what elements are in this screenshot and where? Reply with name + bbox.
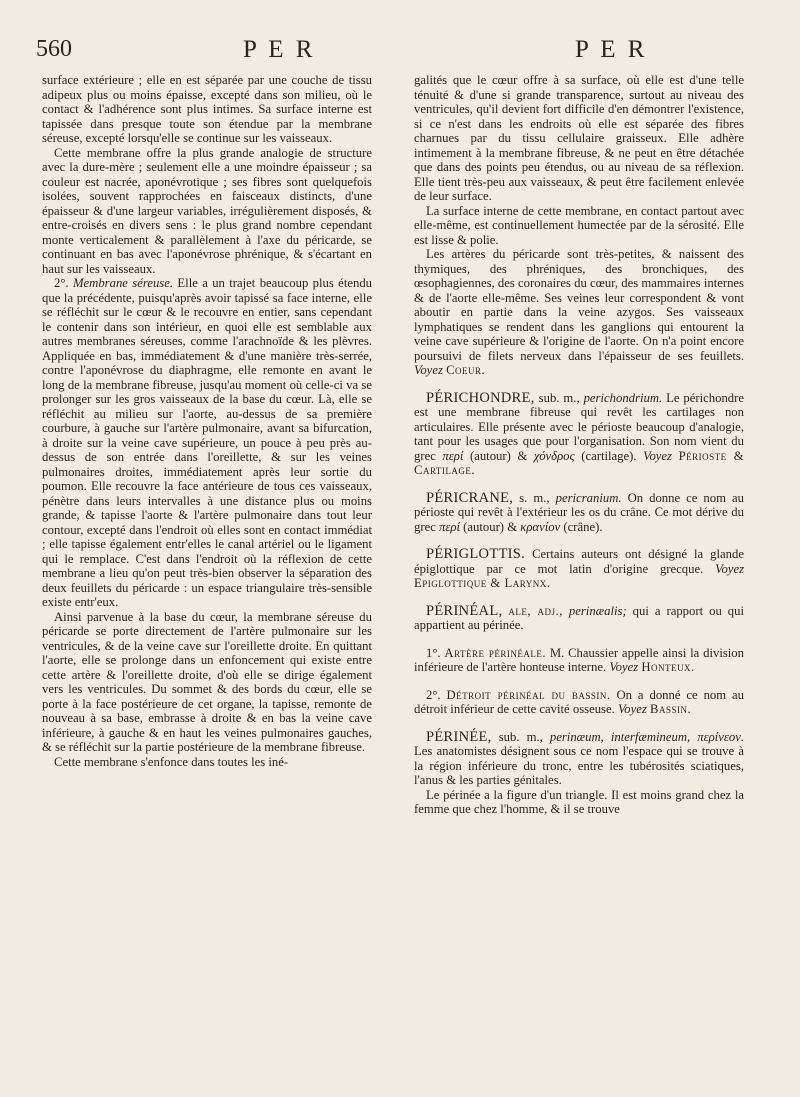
sub-entry bbox=[414, 688, 744, 717]
sub-entry-heading: Détroit périnéal du bassin. bbox=[446, 687, 611, 702]
paragraph: La surface interne de cette membrane, en contact partout avec elle-même, est continuellement humectée par de la sérosité. Elle est lisse & polie. bbox=[414, 203, 744, 247]
greek-term: περί bbox=[442, 448, 464, 463]
entry-text: On donne ce nom au périoste qui revêt à l'extérieur les os du crâne. Ce mot dérive du grec bbox=[414, 490, 744, 534]
see-also-label: Voyez bbox=[617, 702, 647, 716]
entry-headword: PÉRINÉAL, bbox=[426, 602, 503, 619]
sub-entry-heading: Artère périnéale. bbox=[444, 645, 547, 660]
latin-term: perichondrium. bbox=[583, 390, 663, 405]
paragraph: Le périnée a la figure d'un triangle. Il est moins grand chez la femme que chez l'homme, & il se trouve bbox=[414, 787, 744, 816]
see-also-label: Voyez bbox=[609, 660, 639, 674]
entry-text: (autour) & bbox=[463, 519, 518, 534]
see-also-label: Voyez bbox=[643, 448, 672, 463]
running-head-left: P E R bbox=[243, 36, 316, 63]
section-heading: Membrane séreuse. bbox=[72, 276, 174, 290]
see-also-label: Voyez bbox=[715, 561, 745, 576]
entry-text: (autour) & bbox=[469, 448, 528, 463]
see-also-label: Voyez bbox=[414, 363, 443, 377]
greek-term: περίνεον. bbox=[697, 729, 745, 744]
entry-text: (crâne). bbox=[563, 519, 603, 534]
section-number: 1°. bbox=[426, 645, 441, 660]
paragraph bbox=[42, 276, 372, 610]
paragraph bbox=[414, 247, 744, 378]
greek-term: κρανίον bbox=[520, 519, 561, 534]
cross-reference: Epiglottique & Larynx. bbox=[414, 576, 551, 590]
dictionary-entry-perinee bbox=[414, 730, 744, 788]
dictionary-entry-pericrane bbox=[414, 491, 744, 535]
sub-entry bbox=[414, 646, 744, 675]
entry-text: qui a rapport ou qui appartient au périnée. bbox=[414, 603, 744, 632]
entry-text: Le périchondre est une membrane fibreuse qui revêt les cartilages non articulaires. Elle présente avec le périoste beaucoup d'analogie, tant pour les usages que pour l'organisation. Son nom vient du grec bbox=[414, 390, 744, 463]
grammar-note: s. m., bbox=[519, 490, 550, 505]
cross-reference: Honteux. bbox=[641, 660, 695, 674]
entry-headword: PÉRICHONDRE, bbox=[426, 389, 535, 406]
entry-headword: PÉRIGLOTTIS. bbox=[426, 546, 526, 562]
section-number: 2°. bbox=[426, 687, 441, 702]
paragraph-text: Elle a un trajet beaucoup plus étendu que la précédente, puisqu'après avoir tapissé sa face interne, elle se réfléchit sur le cœur & le recouvre en entier, sans cependant le contenir dans son intérieur, en quoi elle est semblable aux autres membranes séreuses, comme l'arachnoïde & les plèvres. Appliquée en bas, immédiatement & d'une manière très-serrée, contre l'aponévrose du diaphragme, elle remonte en avant le long de la membrane fibreuse, jusqu'au moment où celle-ci va se prolonger sur les gros vaisseaux de la base du cœur. Là, elle se réfléchit au milieu sur l'aorte, au-dessus de sa première courbure, à gauche sur l'artère pulmonaire, avant sa bifurcation, à droite sur la veine cave supérieure, un pouce à peu près au-dessus de son entrée dans l'oreillette, & sur les veines pulmonaires droites, immédiatement après leur sortie du poumon. Elle recouvre la face antérieure de tous ces vaisseaux, pénètre dans leurs intervalles à une distance plus ou moins grande, & tapisse l'aorte & l'artère pulmonaire dans tout leur contour, excepté dans l'endroit où elles sont en contact immédiat ; elle tapisse également entr'elles le canal artériel ou le ligament qui le remplace. C'est dans l'endroit où la réflexion de cette membrane a lieu qu'on peut très-bien observer la séparation des deux feuillets du péricarde : un espace triangulaire très-sensible existe entr'eux. bbox=[42, 276, 373, 609]
cross-reference: Coeur. bbox=[446, 363, 486, 377]
entry-text: M. Chaussier appelle ainsi la division inférieure de l'artère honteuse interne. bbox=[414, 645, 744, 674]
entry-text: On a donné ce nom au détroit inférieur de cette cavité osseuse. bbox=[414, 687, 745, 716]
paragraph: Ainsi parvenue à la base du cœur, la membrane séreuse du péricarde se porte directement de l'artère pulmonaire sur les ventricules, & de la veine cave sur l'oreillette droite. En quittant l'aorte, elle se prolonge dans un enfoncement qui existe entre cette artère & l'oreillette droite, d'où elle se dirige également vers les ventricules. Du sommet & des bords du cœur, elle se porte à la face postérieure de cet organe, la tapisse, remonte de nouveau à sa base, embrasse à droite & en bas la veine cave inférieure, à gauche & en haut les veines pulmonaires gauches, & se réfléchit sur la partie postérieure de la membrane fibreuse. bbox=[42, 609, 372, 754]
latin-term: pericranium. bbox=[555, 490, 622, 505]
paragraph: Cette membrane offre la plus grande analogie de structure avec la dure-mère ; seulement elle a une moindre épaisseur ; sa couleur est nacrée, aponévrotique ; ses fibres sont quelquefois isolées, souvent rapprochées en faisceaux distincts, d'une épaisseur & d'une largeur variables, irrégulièrement disposés, & entre-croisés en divers sens : le plus grand nombre cependant monte verticalement & parallèlement à l'axe du péricarde, se continuant en bas avec l'aponévrose phrénique, & s'écartant en haut sur les vaisseaux. bbox=[42, 145, 372, 276]
running-head-right: P E R bbox=[575, 36, 648, 63]
paragraph: surface extérieure ; elle en est séparée par une couche de tissu adipeux plus ou moins épaisse, excepté dans son milieu, où le contact & l'adhérence sont plus intimes. Sa surface interne est tapissée dans presque toute son étendue par la membrane séreuse, excepté lorsqu'elle se continue sur les vaisseaux. bbox=[42, 73, 372, 145]
greek-term: περί bbox=[439, 519, 460, 534]
greek-term: χόνδρος bbox=[533, 448, 575, 463]
grammar-note: sub. m., bbox=[498, 729, 543, 744]
paragraph: galités que le cœur offre à sa surface, où elle est d'une telle ténuité & d'une si grande transparence, surtout au niveau des ventricules, qu'il devient fort difficile d'en démontrer l'existence, si ce n'est dans les endroits où elle est séparée des fibres charnues par du tissu cellulaire graisseux. Elle adhère intimement à la membrane fibreuse, & ne peut en être détachée que dans des points peu étendus, ou au niveau de sa réflexion. Elle tient très-peu aux vaisseaux, & peut être facilement enlevée de leur surface. bbox=[414, 73, 744, 203]
grammar-note: sub. m., bbox=[538, 390, 580, 405]
page-number: 560 bbox=[36, 36, 72, 62]
cross-reference: Périoste & Cartilage. bbox=[414, 448, 745, 477]
paragraph-text: Les artères du péricarde sont très-petites, & naissent des thymiques, des phréniques, des bronchiques, des œsophagiennes, des coronaires du cœur, des mammaires internes & de l'aorte elle-même. Ses veines leur correspondent & vont aboutir en partie dans la veine azygos. Ses vaisseaux lymphatiques se rendent dans les ganglions qui entourent la veine cave supérieure & l'origine de l'aorte. On n'a point encore poursuivi de filets nerveux dans l'épaisseur de ses feuillets. bbox=[414, 247, 744, 363]
section-number: 2°. bbox=[54, 276, 69, 290]
dictionary-entry-periglottis bbox=[414, 547, 744, 591]
latin-term: perinæum, interfæmineum, bbox=[549, 729, 691, 744]
entry-headword: PÉRICRANE, bbox=[426, 489, 514, 506]
dictionary-entry-perineal bbox=[414, 604, 744, 633]
cross-reference: Bassin. bbox=[650, 702, 692, 716]
left-column bbox=[42, 73, 372, 769]
latin-term: perinæalis; bbox=[568, 603, 627, 618]
entry-headword: PÉRINÉE, bbox=[426, 728, 492, 745]
paragraph: Cette membrane s'enfonce dans toutes les iné- bbox=[54, 754, 289, 769]
entry-text: (cartilage). bbox=[581, 448, 637, 463]
entry-text: Certains auteurs ont désigné la glande épiglottique par ce mot latin d'origine grecque. bbox=[414, 547, 744, 576]
grammar-note: ale, adj., bbox=[508, 603, 563, 618]
dictionary-entry-perichondre bbox=[414, 391, 744, 478]
right-column bbox=[414, 73, 744, 817]
entry-text: Les anatomistes désignent sous ce nom l'espace qui se trouve à la région inférieure du tronc, entre les tubérosités sciatiques, l'anus & les parties génitales. bbox=[414, 744, 744, 787]
